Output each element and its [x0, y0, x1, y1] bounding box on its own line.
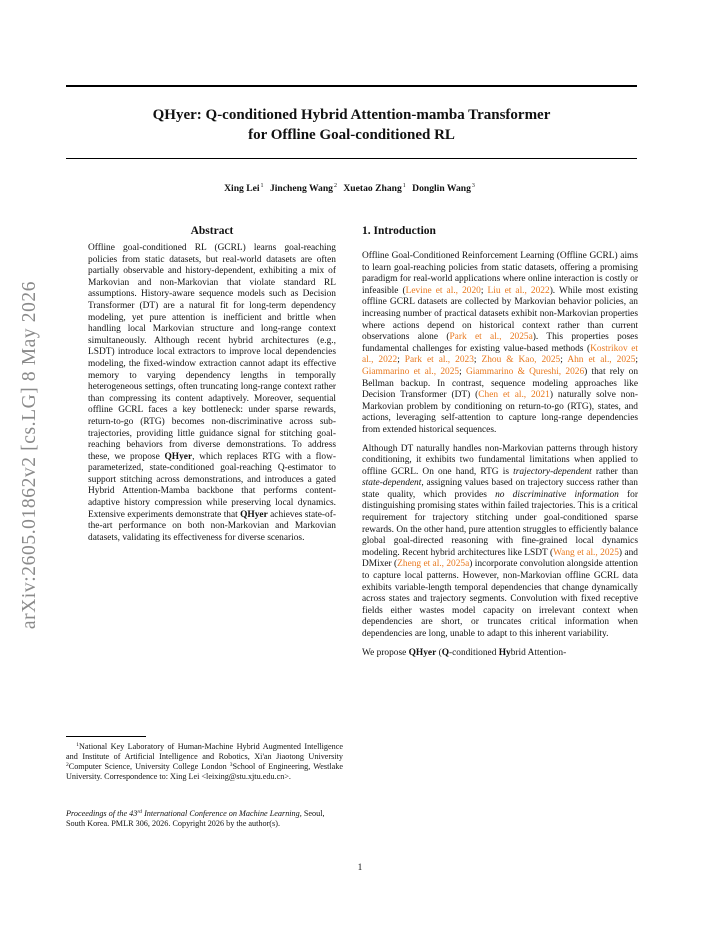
- author-name: Xing Lei: [224, 183, 260, 194]
- body-text: ) naturally solve non-Markovian problem by conditioning on return-to-go (RTG), states, and actions, leveraging self-attention to capture long-range dependencies from extended historical sequences.: [362, 390, 638, 435]
- title-line-1: QHyer: Q-conditioned Hybrid Attention-mamba Transformer: [152, 107, 551, 123]
- body-text: ;: [480, 285, 488, 296]
- citation-link[interactable]: Giammarino & Qureshi, 2026: [465, 366, 585, 377]
- body-text: , assigning values based on trajectory success rather than state quality, which provides: [362, 478, 638, 500]
- proceedings-text: International Conference on Machine Learning: [142, 809, 300, 818]
- footnote-text: Computer Science, University College London: [68, 762, 230, 772]
- body-text: -conditioned: [449, 647, 499, 658]
- author-name: Xuetao Zhang: [343, 183, 402, 194]
- body-text: ) and DMixer (: [362, 547, 638, 570]
- citation-link[interactable]: Kostrikov et al., 2022: [362, 343, 638, 366]
- footnote-text: School of Engineering, Westlake University. Correspondence to: Xing Lei <leixing@stu.xjtu.edu.cn>.: [66, 762, 343, 781]
- paragraph: [362, 444, 638, 641]
- body-text: ;: [473, 355, 482, 366]
- body-text: ). This properties poses fundamental challenges for existing value-based methods (: [362, 332, 638, 354]
- body-text: We propose: [362, 647, 409, 658]
- citation-link[interactable]: Giammarino et al., 2025: [362, 366, 460, 377]
- abstract-text: Offline goal-conditioned RL (GCRL) learns goal-reaching policies from static datasets, but real-world datasets are often partially observable and history-dependent, exhibiting a mix of Markovian and non-Markovian that violate standard RL assumptions. History-aware sequence models such as Decision Transformer (DT) are a natural fit for long-term dependency modeling, yet pure attention is inefficient and brittle when handling local Markovian structure and long-range context simultaneously. Although recent hybrid architectures (e.g., LSDT) introduce local extractors to improve local dependencies modeling, the fixed-window extraction cannot adapt its effective memory to varying dependency lengths in temporally heterogeneous settings, often truncating long-range context rather than compressing its content adaptively. Moreover, sequential offline GCRL faces a key bottleneck: under sparse rewards, return-to-go (RTG) becomes non-discriminative across sub-trajectories, providing little guidance signal for stitching goal-reaching behaviors from diverse demonstrations. To address these, we propose: [88, 243, 336, 462]
- section-heading-introduction: 1. Introduction: [362, 225, 436, 237]
- citation-link[interactable]: Park et al., 2023: [404, 355, 474, 366]
- body-text: ) that rely on Bellman backup. In contrast, sequence modeling approaches like Decision Transformer (DT) (: [362, 366, 639, 401]
- paper-title: [66, 105, 637, 145]
- citation-link[interactable]: Zheng et al., 2025a: [397, 559, 470, 570]
- proceedings-text: , Seoul, South Korea. PMLR 306, 2026. Copyright 2026 by the author(s).: [66, 809, 325, 828]
- emphasis-text: no discriminative information: [495, 489, 619, 500]
- method-name: QHyer: [408, 647, 437, 658]
- body-text: brid Attention-: [510, 647, 567, 658]
- citation-link[interactable]: Chen et al., 2021: [478, 390, 550, 401]
- emphasis-text: trajectory-dependent: [513, 466, 592, 477]
- acronym-letter: Q: [441, 647, 450, 658]
- abstract-text: , which replaces RTG with a flow-parameterized, state-conditioned goal-reaching Q-estimator to support stitching across demonstrations, and introduces a gated Hybrid Attention-Mamba backbone that performs content-adaptive history compression while preserving local dynamics. Extensive experiments demonstrate that: [88, 451, 336, 520]
- title-line-2: for Offline Goal-conditioned RL: [248, 127, 455, 143]
- method-name: QHyer: [164, 451, 193, 462]
- paragraph: [362, 251, 638, 437]
- arxiv-identifier: arXiv:2605.01862v2 [cs.LG] 8 May 2026: [19, 280, 41, 630]
- affiliation-footnote: [66, 741, 343, 781]
- page-number: 1: [357, 863, 363, 873]
- citation-link[interactable]: Ahn et al., 2025: [567, 355, 636, 366]
- body-text: ;: [560, 355, 568, 366]
- body-text: Although DT naturally handles non-Markovian patterns through history conditioning, it exhibits two fundamental limitations when applied to offline GCRL. On one hand, RTG is: [362, 443, 638, 477]
- emphasis-text: state-dependent: [362, 478, 422, 489]
- body-text: (: [436, 647, 442, 658]
- arxiv-stamp: [11, 264, 49, 646]
- body-text: ) incorporate convolution alongside attention to capture local patterns. However, non-Markovian offline GCRL data exhibits variable-length temporal dependencies that change dynamically across states and trajectory segments. Convolution with fixed receptive fields either wastes model capacity on irrelevant context when dependencies are short, or truncates critical information when dependencies are long, unable to adapt to this inherent variability.: [362, 559, 638, 639]
- citation-link[interactable]: Park et al., 2025a: [449, 332, 533, 343]
- body-text: ). While most existing offline GCRL datasets are collected by Markovian behavior policies, an increasing number of practical datasets exhibit non-Markovian properties where actions depend on historical context rather than current observations alone (: [362, 285, 638, 343]
- abstract-body: [88, 243, 336, 544]
- title-top-rule: [66, 85, 637, 87]
- footnote-rule: [66, 736, 146, 737]
- proceedings-text: Proceedings of the: [66, 809, 130, 818]
- author-affiliation-mark: 3: [471, 183, 475, 189]
- body-text: rather than: [591, 466, 639, 477]
- body-text: ;: [397, 355, 405, 366]
- abstract-text: achieves state-of-the-art performance on both non-Markovian and Markovian datasets, validating its effectiveness for diverse scenarios.: [88, 509, 336, 543]
- footnote-mark: 1: [76, 742, 79, 748]
- proceedings-note: [66, 808, 343, 828]
- author-list: [66, 183, 637, 194]
- introduction-body: [362, 251, 638, 666]
- footnote-mark: 2: [66, 762, 69, 769]
- citation-link[interactable]: Liu et al., 2022: [487, 285, 550, 296]
- author-name: Jincheng Wang: [269, 183, 333, 194]
- proceedings-text: 43: [129, 809, 138, 818]
- title-bottom-rule: [66, 158, 637, 159]
- author-affiliation-mark: 1: [402, 183, 406, 189]
- citation-link[interactable]: Zhou & Kao, 2025: [481, 355, 561, 366]
- body-text: for distinguishing promising states within failed trajectories. This is a critical requirement for trajectory stitching under goal-conditioned sparse rewards. On the other hand, pure attention struggles to efficiently balance global goal-directed reasoning with fine-grained local dynamics modeling. Recent hybrid architectures like LSDT (: [362, 489, 638, 558]
- proceedings-text: rd: [137, 809, 143, 815]
- author-affiliation-mark: 1: [260, 183, 264, 189]
- body-text: ;: [635, 355, 638, 366]
- footnote-text: National Key Laboratory of Human-Machine Hybrid Augmented Intelligence and Institute of Artificial Intelligence and Robotics, Xi'an Jiaotong University: [66, 742, 343, 761]
- method-name: QHyer: [240, 509, 268, 520]
- acronym-letter: Hy: [498, 647, 511, 658]
- author-name: Donglin Wang: [412, 183, 471, 194]
- abstract-heading: Abstract: [190, 225, 234, 237]
- body-text: Offline Goal-Conditioned Reinforcement Learning (Offline GCRL) aims to learn goal-reaching policies from static datasets, offering a promising paradigm for real-world applications where online interaction is costly or infeasible (: [362, 251, 638, 296]
- body-text: ;: [459, 366, 466, 377]
- footnote-mark: 3: [229, 762, 233, 769]
- paragraph: [362, 648, 638, 660]
- author-affiliation-mark: 2: [333, 183, 337, 189]
- citation-link[interactable]: Levine et al., 2020: [405, 285, 481, 296]
- citation-link[interactable]: Wang et al., 2025: [553, 547, 619, 558]
